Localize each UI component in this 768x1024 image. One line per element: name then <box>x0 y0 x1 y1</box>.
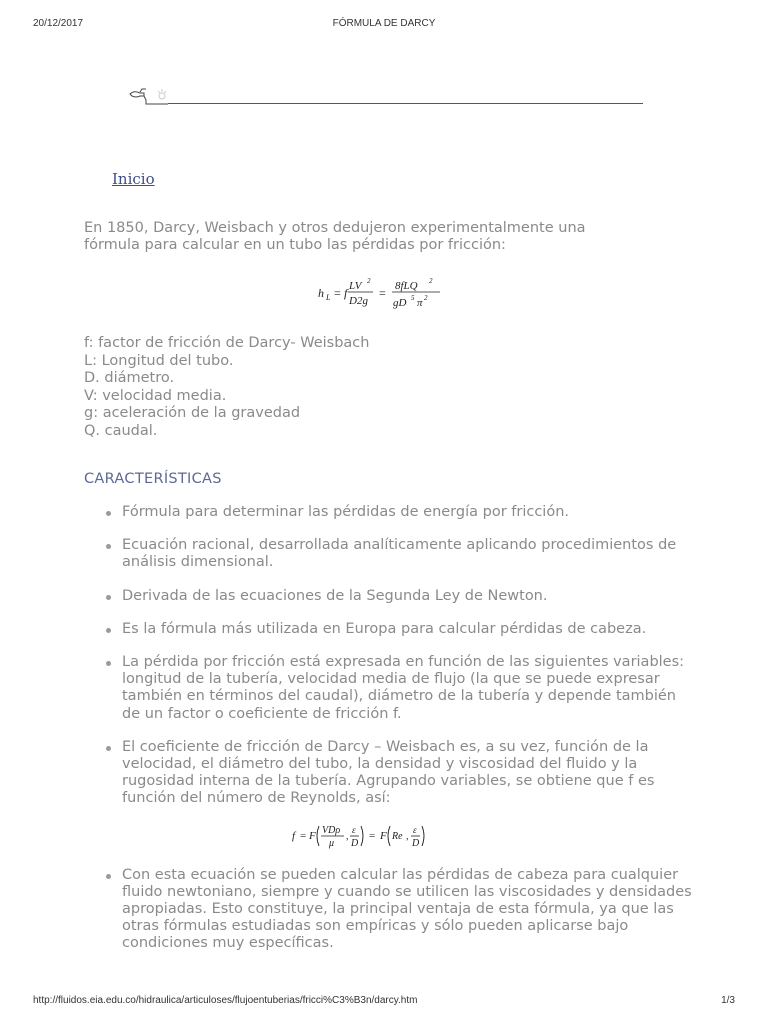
list-item-text: Ecuación racional, desarrollada analíticamente aplicando procedimientos de análisis dimensional. <box>122 537 677 571</box>
definition-item: Q. caudal. <box>84 422 158 439</box>
bullet-icon <box>106 511 111 516</box>
definition-item: f: factor de fricción de Darcy- Weisbach <box>84 335 370 351</box>
print-title: FÓRMULA DE DARCY <box>332 18 436 29</box>
svg-text:μ: μ <box>329 837 335 849</box>
bullet-icon <box>106 628 111 633</box>
variable-definitions <box>84 335 644 440</box>
svg-text:2: 2 <box>367 277 371 285</box>
list-item <box>84 739 694 851</box>
print-date: 20/12/2017 <box>33 18 84 29</box>
list-item <box>84 654 694 723</box>
print-header <box>0 18 768 32</box>
list-item <box>84 621 694 638</box>
svg-text:F: F <box>309 829 316 842</box>
svg-text:L: L <box>326 293 331 302</box>
svg-text:ε: ε <box>352 824 356 835</box>
svg-text:8fLQ: 8fLQ <box>395 280 418 292</box>
definition-item: L: Longitud del tubo. <box>84 352 234 369</box>
list-item-text: La pérdida por fricción está expresada en función de las siguientes variables: longitud de la tubería, velocidad media de flujo (la que se puede expresar también en términos del caudal), diámetro de la tubería y depende también de un factor o coeficiente de fricción f. <box>122 654 685 722</box>
darcy-formula-equation <box>318 271 458 315</box>
svg-text:f: f <box>344 286 348 300</box>
svg-text:5: 5 <box>411 294 415 302</box>
svg-text:,: , <box>346 830 349 842</box>
list-item-text: Es la fórmula más utilizada en Europa para calcular pérdidas de cabeza. <box>122 620 647 637</box>
bullet-icon <box>106 874 111 879</box>
svg-text:LV: LV <box>349 280 362 292</box>
svg-text:Re: Re <box>392 830 403 842</box>
bullet-icon <box>106 595 111 600</box>
page-url: http://fluidos.eia.edu.co/hidraulica/articuloses/flujoentuberias/fricci%C3%B3n/darcy.htm <box>33 995 418 1006</box>
svg-text:2: 2 <box>424 294 428 302</box>
svg-text:=: = <box>300 829 307 842</box>
reynolds-function-equation <box>292 821 452 851</box>
svg-text:,: , <box>406 830 409 842</box>
faucet-logo-icon <box>128 86 172 106</box>
svg-text:ε: ε <box>413 824 417 835</box>
svg-text:h: h <box>318 286 324 300</box>
list-item-text: Con esta ecuación se pueden calcular las pérdidas de cabeza para cualquier fluido newtoniano, siempre y cuando se utilicen las viscosidades y densidades apropiadas. Esto constituye, la principal ventaja de esta fórmula, ya que las otras fórmulas estudiadas son empíricas y sólo pueden aplicarse bajo condiciones muy específicas. <box>122 866 692 952</box>
svg-text:D2g: D2g <box>349 295 368 307</box>
list-item <box>84 504 694 521</box>
bullet-icon <box>106 661 111 666</box>
svg-text:=: = <box>379 286 386 300</box>
section-heading: CARACTERÍSTICAS <box>84 471 222 487</box>
svg-text:2: 2 <box>429 277 433 285</box>
svg-text:=: = <box>334 286 341 300</box>
definition-item: g: aceleración de la gravedad <box>84 405 301 421</box>
bullet-icon <box>106 746 111 751</box>
definition-item: D. diámetro. <box>84 370 175 386</box>
page-number: 1/3 <box>721 995 735 1006</box>
svg-text:D: D <box>412 837 420 849</box>
list-item-text: Fórmula para determinar las pérdidas de energía por fricción. <box>122 504 570 520</box>
list-item-text: Derivada de las ecuaciones de la Segunda Ley de Newton. <box>122 587 548 604</box>
banner-rule <box>168 103 643 104</box>
svg-text:D: D <box>351 837 359 849</box>
svg-text:VDρ: VDρ <box>322 824 341 836</box>
bullet-icon <box>106 544 111 549</box>
definition-item: V: velocidad media. <box>84 387 227 404</box>
list-item-text: El coeficiente de fricción de Darcy – Weisbach es, a su vez, función de la velocidad, el diámetro del tubo, la densidad y viscosidad del fluido y la rugosidad interna de la tubería. Agrupando variables, se obtiene que f es función del número de Reynolds, así: <box>122 738 655 807</box>
characteristics-list <box>84 504 694 969</box>
svg-text:gD: gD <box>393 297 407 309</box>
list-item <box>84 588 694 605</box>
intro-paragraph: En 1850, Darcy, Weisbach y otros dedujeron experimentalmente una fórmula para calcular en un tubo las pérdidas por fricción: <box>84 220 586 253</box>
list-item <box>84 537 694 571</box>
svg-text:π: π <box>417 297 423 309</box>
inicio-link[interactable]: Inicio <box>112 170 155 188</box>
site-banner <box>128 86 643 106</box>
svg-text:f: f <box>292 829 296 842</box>
svg-text:=: = <box>369 829 376 842</box>
svg-text:F: F <box>380 829 387 842</box>
list-item <box>84 867 694 953</box>
